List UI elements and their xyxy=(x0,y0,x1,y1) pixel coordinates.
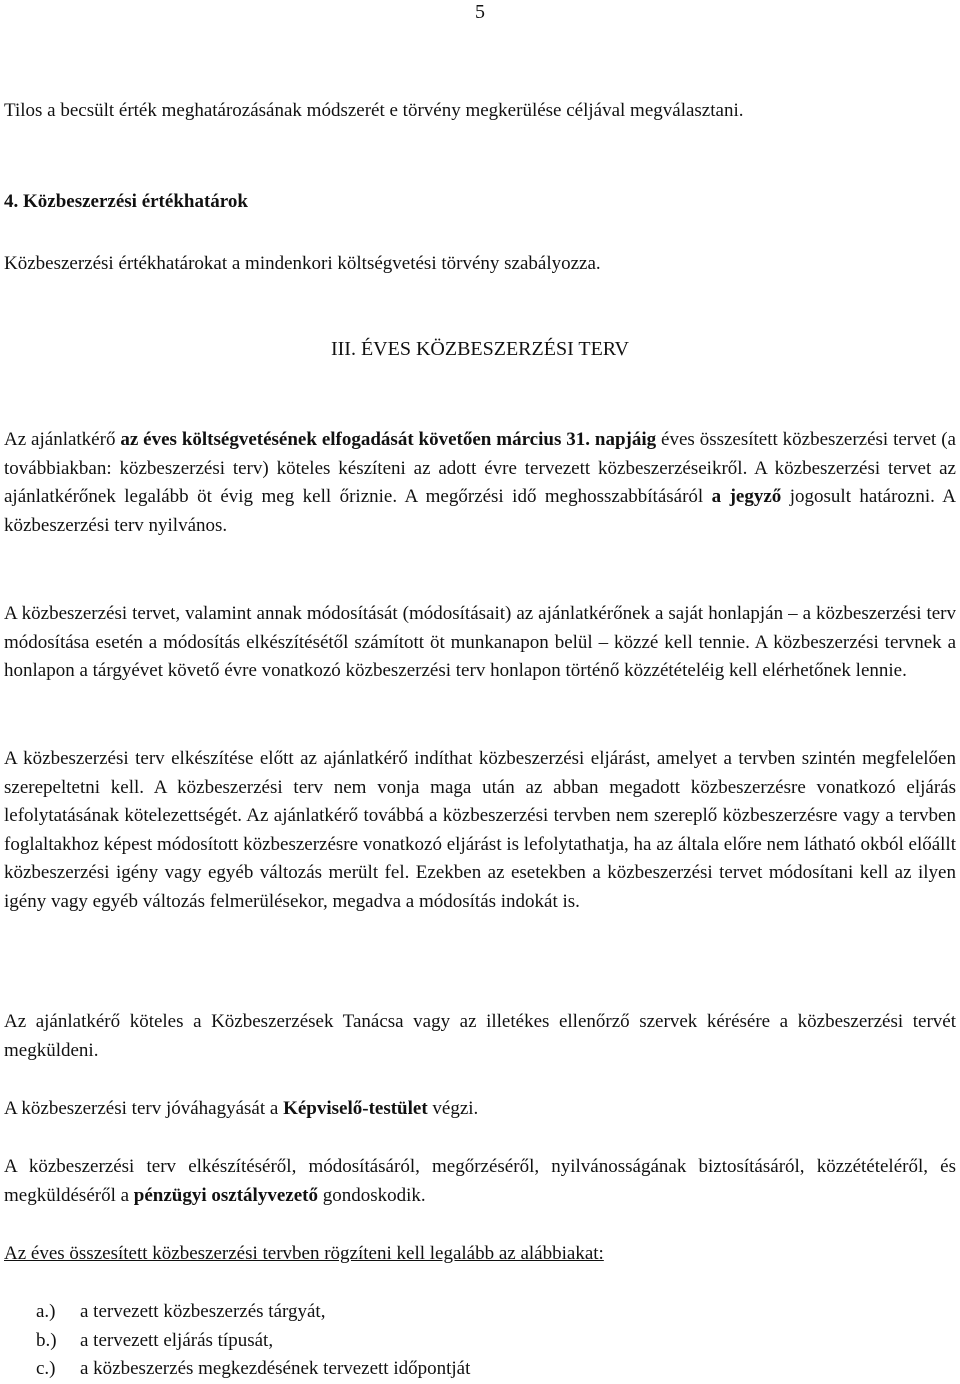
paragraph-6 xyxy=(4,1153,956,1210)
paragraph-text: Közbeszerzési értékhatárokat a mindenkori költségvetési törvény szabályozza. xyxy=(4,253,601,274)
list-text: a tervezett közbeszerzés tárgyát, xyxy=(80,1301,326,1322)
paragraph-4 xyxy=(4,1008,956,1065)
bold-deadline: az éves költségvetésének elfogadását követően március 31. napjáig xyxy=(120,429,657,450)
list-text: a tervezett eljárás típusát, xyxy=(80,1330,274,1351)
bold-jegyzo: a jegyző xyxy=(711,486,782,508)
paragraph-5 xyxy=(4,1095,956,1124)
text-run: jogosult határozni. A közbeszerzési terv nyilvános. xyxy=(4,486,956,536)
list-text: a közbeszerzés megkezdésének tervezett időpontját xyxy=(80,1358,471,1379)
paragraph-text: Az ajánlatkérő köteles a Közbeszerzések Tanácsa vagy az illetékes ellenőrző szervek kérésére a közbeszerzési tervét megküldeni. xyxy=(4,1011,956,1061)
paragraph-text: A közbeszerzési terv elkészítése előtt az ajánlatkérő indíthat közbeszerzési eljárást, amelyet a tervben szintén megfelelően szerepeltetni kell. A közbeszerzési terv nem vonja maga után az abban megadott közbeszerzésre vonatkozó eljárás lefolytatásának kötelezettségét. Az ajánlatkérő továbbá a közbeszerzési tervben nem szereplő közbeszerzésre vagy a tervben foglaltakhoz képest módosított közbeszerzésre vonatkozó eljárást is lefolytathatja, ha az általa előre nem látható okból előállt közbeszerzési igény vagy egyéb változás merült fel. Ezekben az esetekben a közbeszerzési tervet módosítani kell az ilyen igény vagy egyéb változás felmerülésekor, megadva a módosítás indokát is. xyxy=(4,748,956,912)
bold-kepviselo-testulet: Képviselő-testület xyxy=(283,1098,428,1119)
paragraph-tilos xyxy=(4,97,956,126)
list-item xyxy=(36,1327,273,1355)
text-run: gondoskodik. xyxy=(317,1184,426,1206)
paragraph-2 xyxy=(4,600,956,686)
paragraph-3 xyxy=(4,745,956,917)
text-run: éves összesített közbeszerzési tervet (a továbbiakban: közbeszerzési terv) köteles készíteni az adott évre tervezett közbeszerzéseikről. A közbeszerzési tervet az ajánlatkérőnek legalább öt évig meg kell őriznie. A megőrzési idő meghosszabbításáról xyxy=(4,429,956,508)
underlined-list-intro: Az éves összesített közbeszerzési tervben rögzíteni kell legalább az alábbiakat: xyxy=(4,1243,604,1264)
text-run: végzi. xyxy=(427,1098,479,1119)
paragraph-1 xyxy=(4,426,956,540)
list-item xyxy=(36,1355,470,1383)
section-4-text xyxy=(4,250,956,279)
chapter-heading: III. ÉVES KÖZBESZERZÉSI TERV xyxy=(330,338,629,360)
page-number: 5 xyxy=(475,1,485,23)
section-4-heading xyxy=(4,188,956,217)
text-run: Az ajánlatkérő xyxy=(4,429,121,450)
list-marker: b.) xyxy=(36,1330,57,1351)
list-item xyxy=(36,1298,325,1326)
bold-penzugyi-osztalyvezeto: pénzügyi osztályvezető xyxy=(133,1184,318,1206)
list-marker: c.) xyxy=(36,1358,56,1379)
paragraph-7 xyxy=(4,1240,956,1269)
text-run: A közbeszerzési terv jóváhagyását a xyxy=(4,1098,284,1119)
section-title: 4. Közbeszerzési értékhatárok xyxy=(4,191,248,212)
paragraph-text: Tilos a becsült érték meghatározásának módszerét e törvény megkerülése céljával megválasztani. xyxy=(4,100,744,121)
text-run: A közbeszerzési terv elkészítéséről, módosításáról, megőrzéséről, nyilvánosságának biztosításáról, közzétételéről, és megküldéséről a xyxy=(4,1156,956,1206)
paragraph-text: A közbeszerzési tervet, valamint annak módosítását (módosításait) az ajánlatkérőnek a saját honlapján – a közbeszerzési terv módosítása esetén a módosítás elkészítésétől számított öt munkanapon belül – közzé kell tennie. A közbeszerzési tervnek a honlapon a tárgyévet követő évre vonatkozó közbeszerzési terv honlapon történő közzétételéig kell elérhetőnek lennie. xyxy=(4,603,956,682)
list-marker: a.) xyxy=(36,1301,56,1322)
